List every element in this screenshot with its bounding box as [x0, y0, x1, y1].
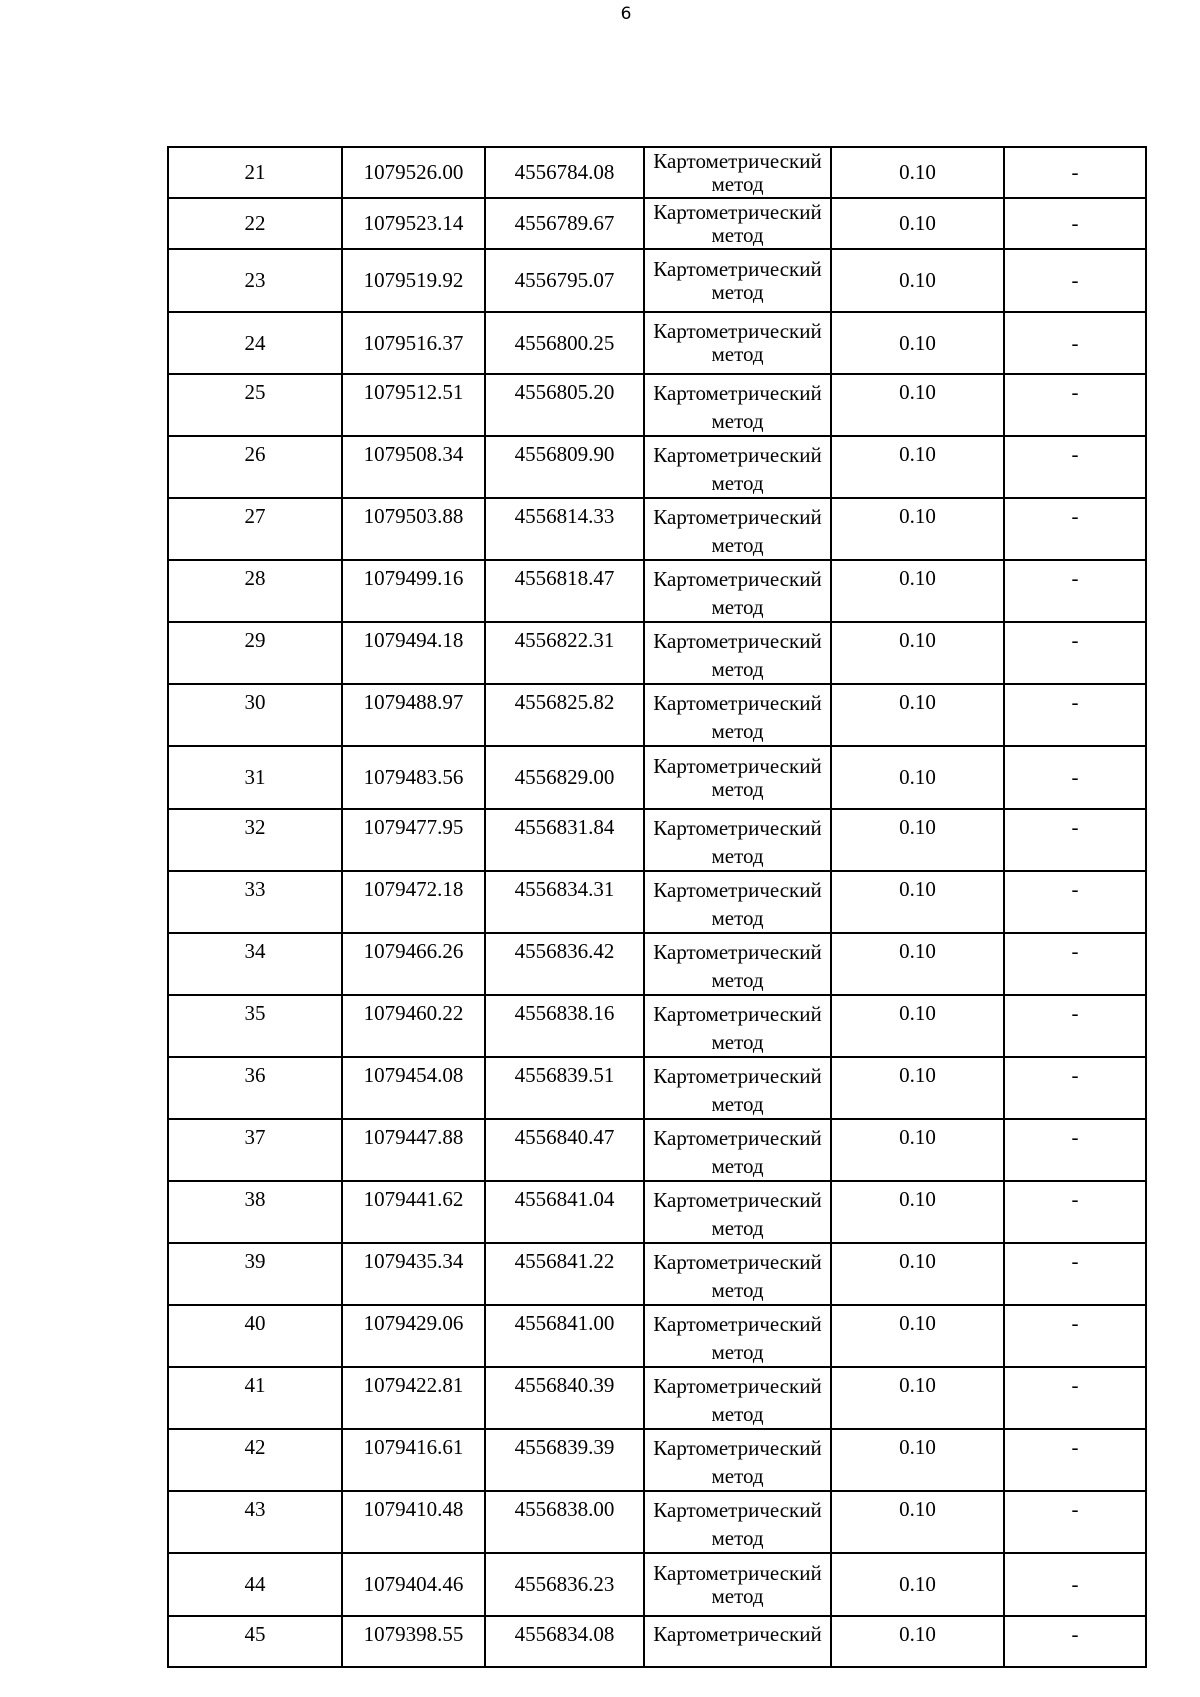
- method-cell: [644, 622, 831, 684]
- method-cell: [644, 1057, 831, 1119]
- point-number-cell: 23: [168, 249, 342, 312]
- x-coordinate-cell: 1079526.00: [342, 147, 485, 198]
- accuracy-cell: 0.10: [831, 1181, 1004, 1243]
- description-cell: -: [1004, 1429, 1146, 1491]
- table-row: [168, 374, 1146, 436]
- page-number: 6: [620, 4, 632, 24]
- description-cell: -: [1004, 560, 1146, 622]
- point-number-cell: 30: [168, 684, 342, 746]
- method-line-1: Картометрический: [653, 199, 822, 224]
- method-line-2: метод: [711, 222, 764, 247]
- method-line-1: Картометрический: [653, 1064, 822, 1088]
- point-number-cell: 21: [168, 147, 342, 198]
- table-row: [168, 684, 1146, 746]
- method-cell: [644, 436, 831, 498]
- method-line-1: Картометрический: [653, 1188, 822, 1212]
- y-coordinate-cell: 4556839.51: [485, 1057, 644, 1119]
- point-number-cell: 28: [168, 560, 342, 622]
- method-cell: [644, 1119, 831, 1181]
- method-line-1: Картометрический: [653, 1498, 822, 1522]
- x-coordinate-cell: 1079410.48: [342, 1491, 485, 1553]
- method-cell: [644, 1491, 831, 1553]
- table-row: [168, 1491, 1146, 1553]
- method-cell: [644, 871, 831, 933]
- method-cell: [644, 198, 831, 249]
- y-coordinate-cell: 4556822.31: [485, 622, 644, 684]
- x-coordinate-cell: 1079466.26: [342, 933, 485, 995]
- method-cell: [644, 1553, 831, 1616]
- x-coordinate-cell: 1079508.34: [342, 436, 485, 498]
- x-coordinate-cell: 1079483.56: [342, 746, 485, 809]
- point-number-cell: 38: [168, 1181, 342, 1243]
- point-number-cell: 24: [168, 312, 342, 374]
- x-coordinate-cell: 1079435.34: [342, 1243, 485, 1305]
- description-cell: -: [1004, 198, 1146, 249]
- description-cell: -: [1004, 1119, 1146, 1181]
- description-cell: -: [1004, 1305, 1146, 1367]
- y-coordinate-cell: 4556800.25: [485, 312, 644, 374]
- x-coordinate-cell: 1079503.88: [342, 498, 485, 560]
- method-line-2: метод: [711, 719, 764, 743]
- method-line-1: Картометрический: [653, 443, 822, 467]
- table-row: [168, 1243, 1146, 1305]
- table-row: [168, 147, 1146, 198]
- table-row: [168, 746, 1146, 809]
- method-cell: [644, 933, 831, 995]
- method-line-2: метод: [711, 595, 764, 619]
- accuracy-cell: 0.10: [831, 147, 1004, 198]
- method-cell: [644, 374, 831, 436]
- y-coordinate-cell: 4556836.23: [485, 1553, 644, 1616]
- description-cell: -: [1004, 995, 1146, 1057]
- description-cell: -: [1004, 1367, 1146, 1429]
- method-cell: [644, 249, 831, 312]
- table-row: [168, 1305, 1146, 1367]
- y-coordinate-cell: 4556809.90: [485, 436, 644, 498]
- description-cell: -: [1004, 1181, 1146, 1243]
- point-number-cell: 34: [168, 933, 342, 995]
- x-coordinate-cell: 1079512.51: [342, 374, 485, 436]
- point-number-cell: 41: [168, 1367, 342, 1429]
- method-line-1: Картометрический: [653, 629, 822, 653]
- accuracy-cell: 0.10: [831, 498, 1004, 560]
- y-coordinate-cell: 4556839.39: [485, 1429, 644, 1491]
- method-line-1: Картометрический: [653, 753, 822, 778]
- y-coordinate-cell: 4556825.82: [485, 684, 644, 746]
- method-line-2: метод: [711, 844, 764, 868]
- x-coordinate-cell: 1079499.16: [342, 560, 485, 622]
- point-number-cell: 42: [168, 1429, 342, 1491]
- point-number-cell: 40: [168, 1305, 342, 1367]
- coordinates-table-body: [168, 147, 1146, 1667]
- x-coordinate-cell: 1079477.95: [342, 809, 485, 871]
- point-number-cell: 44: [168, 1553, 342, 1616]
- method-line-2: метод: [711, 342, 764, 366]
- accuracy-cell: 0.10: [831, 746, 1004, 809]
- accuracy-cell: 0.10: [831, 198, 1004, 249]
- table-row: [168, 622, 1146, 684]
- method-cell: [644, 560, 831, 622]
- method-cell: [644, 498, 831, 560]
- x-coordinate-cell: 1079519.92: [342, 249, 485, 312]
- method-cell: [644, 312, 831, 374]
- point-number-cell: 31: [168, 746, 342, 809]
- x-coordinate-cell: 1079422.81: [342, 1367, 485, 1429]
- coordinates-table: [167, 146, 1147, 1668]
- accuracy-cell: 0.10: [831, 436, 1004, 498]
- x-coordinate-cell: 1079404.46: [342, 1553, 485, 1616]
- y-coordinate-cell: 4556834.31: [485, 871, 644, 933]
- description-cell: -: [1004, 622, 1146, 684]
- method-line-1: Картометрический: [653, 1002, 822, 1026]
- method-line-2: метод: [711, 776, 764, 801]
- accuracy-cell: 0.10: [831, 1616, 1004, 1667]
- method-line-2: метод: [711, 409, 764, 433]
- y-coordinate-cell: 4556841.04: [485, 1181, 644, 1243]
- method-line-2: метод: [711, 1278, 764, 1302]
- table-row: [168, 436, 1146, 498]
- point-number-cell: 36: [168, 1057, 342, 1119]
- method-cell: [644, 809, 831, 871]
- method-line-1: Картометрический: [653, 940, 822, 964]
- point-number-cell: 25: [168, 374, 342, 436]
- table-row: [168, 1119, 1146, 1181]
- method-cell: [644, 995, 831, 1057]
- method-line-2: метод: [711, 657, 764, 681]
- x-coordinate-cell: 1079523.14: [342, 198, 485, 249]
- accuracy-cell: 0.10: [831, 1119, 1004, 1181]
- table-row: [168, 560, 1146, 622]
- x-coordinate-cell: 1079416.61: [342, 1429, 485, 1491]
- method-cell: [644, 1305, 831, 1367]
- description-cell: -: [1004, 871, 1146, 933]
- x-coordinate-cell: 1079447.88: [342, 1119, 485, 1181]
- table-row: [168, 1367, 1146, 1429]
- description-cell: -: [1004, 1057, 1146, 1119]
- method-cell: [644, 1367, 831, 1429]
- y-coordinate-cell: 4556840.47: [485, 1119, 644, 1181]
- method-line-1: Картометрический: [653, 381, 822, 405]
- method-line-1: Картометрический: [653, 1374, 822, 1398]
- method-line-2: метод: [711, 1526, 764, 1550]
- method-line-2: метод: [711, 1216, 764, 1240]
- accuracy-cell: 0.10: [831, 249, 1004, 312]
- description-cell: -: [1004, 1491, 1146, 1553]
- x-coordinate-cell: 1079516.37: [342, 312, 485, 374]
- method-line-1: Картометрический: [653, 1126, 822, 1150]
- accuracy-cell: 0.10: [831, 1429, 1004, 1491]
- y-coordinate-cell: 4556829.00: [485, 746, 644, 809]
- table-row: [168, 1429, 1146, 1491]
- method-line-1: Картометрический: [653, 256, 822, 281]
- accuracy-cell: 0.10: [831, 1305, 1004, 1367]
- table-row: [168, 249, 1146, 312]
- table-row: [168, 312, 1146, 374]
- accuracy-cell: 0.10: [831, 933, 1004, 995]
- table-row: [168, 1057, 1146, 1119]
- point-number-cell: 45: [168, 1616, 342, 1667]
- point-number-cell: 43: [168, 1491, 342, 1553]
- accuracy-cell: 0.10: [831, 684, 1004, 746]
- method-line-2: метод: [711, 1030, 764, 1054]
- description-cell: -: [1004, 933, 1146, 995]
- point-number-cell: 27: [168, 498, 342, 560]
- y-coordinate-cell: 4556841.00: [485, 1305, 644, 1367]
- table-row: [168, 809, 1146, 871]
- y-coordinate-cell: 4556841.22: [485, 1243, 644, 1305]
- x-coordinate-cell: 1079398.55: [342, 1616, 485, 1667]
- point-number-cell: 37: [168, 1119, 342, 1181]
- y-coordinate-cell: 4556814.33: [485, 498, 644, 560]
- y-coordinate-cell: 4556838.16: [485, 995, 644, 1057]
- description-cell: -: [1004, 374, 1146, 436]
- method-line-2: метод: [711, 471, 764, 495]
- y-coordinate-cell: 4556838.00: [485, 1491, 644, 1553]
- method-line-1: Картометрический: [653, 1250, 822, 1274]
- method-cell: [644, 1181, 831, 1243]
- point-number-cell: 35: [168, 995, 342, 1057]
- y-coordinate-cell: 4556784.08: [485, 147, 644, 198]
- table-row: [168, 498, 1146, 560]
- description-cell: -: [1004, 1616, 1146, 1667]
- x-coordinate-cell: 1079494.18: [342, 622, 485, 684]
- table-row: [168, 933, 1146, 995]
- accuracy-cell: 0.10: [831, 1367, 1004, 1429]
- description-cell: -: [1004, 312, 1146, 374]
- y-coordinate-cell: 4556831.84: [485, 809, 644, 871]
- accuracy-cell: 0.10: [831, 1243, 1004, 1305]
- y-coordinate-cell: 4556795.07: [485, 249, 644, 312]
- method-line-1: Картометрический: [653, 1436, 822, 1460]
- x-coordinate-cell: 1079429.06: [342, 1305, 485, 1367]
- method-line-1: Картометрический: [653, 691, 822, 715]
- method-line-2: метод: [711, 171, 764, 196]
- description-cell: -: [1004, 436, 1146, 498]
- description-cell: -: [1004, 809, 1146, 871]
- table-row: [168, 198, 1146, 249]
- accuracy-cell: 0.10: [831, 1491, 1004, 1553]
- method-line-1: Картометрический: [653, 878, 822, 902]
- point-number-cell: 32: [168, 809, 342, 871]
- method-line-1: Картометрический: [653, 148, 822, 173]
- description-cell: -: [1004, 498, 1146, 560]
- point-number-cell: 29: [168, 622, 342, 684]
- y-coordinate-cell: 4556840.39: [485, 1367, 644, 1429]
- method-line-2: метод: [711, 1340, 764, 1364]
- method-line-1: Картометрический: [653, 1622, 822, 1646]
- x-coordinate-cell: 1079454.08: [342, 1057, 485, 1119]
- y-coordinate-cell: 4556789.67: [485, 198, 644, 249]
- accuracy-cell: 0.10: [831, 871, 1004, 933]
- table-row: [168, 1553, 1146, 1616]
- description-cell: -: [1004, 1553, 1146, 1616]
- description-cell: -: [1004, 249, 1146, 312]
- table-row: [168, 871, 1146, 933]
- y-coordinate-cell: 4556834.08: [485, 1616, 644, 1667]
- point-number-cell: 33: [168, 871, 342, 933]
- point-number-cell: 22: [168, 198, 342, 249]
- description-cell: -: [1004, 1243, 1146, 1305]
- table-row: [168, 1616, 1146, 1667]
- method-cell: [644, 1429, 831, 1491]
- accuracy-cell: 0.10: [831, 995, 1004, 1057]
- accuracy-cell: 0.10: [831, 809, 1004, 871]
- accuracy-cell: 0.10: [831, 560, 1004, 622]
- method-line-1: Картометрический: [653, 816, 822, 840]
- accuracy-cell: 0.10: [831, 622, 1004, 684]
- method-line-2: метод: [711, 1092, 764, 1116]
- method-cell: [644, 684, 831, 746]
- accuracy-cell: 0.10: [831, 312, 1004, 374]
- description-cell: -: [1004, 147, 1146, 198]
- method-line-2: метод: [711, 1464, 764, 1488]
- method-line-2: метод: [711, 279, 764, 304]
- method-line-2: метод: [711, 1402, 764, 1426]
- table-row: [168, 1181, 1146, 1243]
- method-line-1: Картометрический: [653, 505, 822, 529]
- method-cell: [644, 1243, 831, 1305]
- method-line-2: метод: [711, 533, 764, 557]
- x-coordinate-cell: 1079488.97: [342, 684, 485, 746]
- point-number-cell: 26: [168, 436, 342, 498]
- description-cell: -: [1004, 746, 1146, 809]
- y-coordinate-cell: 4556836.42: [485, 933, 644, 995]
- method-line-1: Картометрический: [653, 1312, 822, 1336]
- method-line-2: метод: [711, 1583, 764, 1608]
- table-row: [168, 995, 1146, 1057]
- method-line-1: Картометрический: [653, 319, 822, 343]
- method-line-1: Картометрический: [653, 567, 822, 591]
- accuracy-cell: 0.10: [831, 1553, 1004, 1616]
- method-line-2: метод: [711, 968, 764, 992]
- accuracy-cell: 0.10: [831, 1057, 1004, 1119]
- y-coordinate-cell: 4556805.20: [485, 374, 644, 436]
- y-coordinate-cell: 4556818.47: [485, 560, 644, 622]
- method-cell: [644, 147, 831, 198]
- x-coordinate-cell: 1079460.22: [342, 995, 485, 1057]
- method-line-1: Картометрический: [653, 1560, 822, 1585]
- point-number-cell: 39: [168, 1243, 342, 1305]
- method-cell: [644, 1616, 831, 1667]
- method-line-2: метод: [711, 906, 764, 930]
- description-cell: -: [1004, 684, 1146, 746]
- x-coordinate-cell: 1079472.18: [342, 871, 485, 933]
- x-coordinate-cell: 1079441.62: [342, 1181, 485, 1243]
- method-cell: [644, 746, 831, 809]
- method-line-2: метод: [711, 1154, 764, 1178]
- accuracy-cell: 0.10: [831, 374, 1004, 436]
